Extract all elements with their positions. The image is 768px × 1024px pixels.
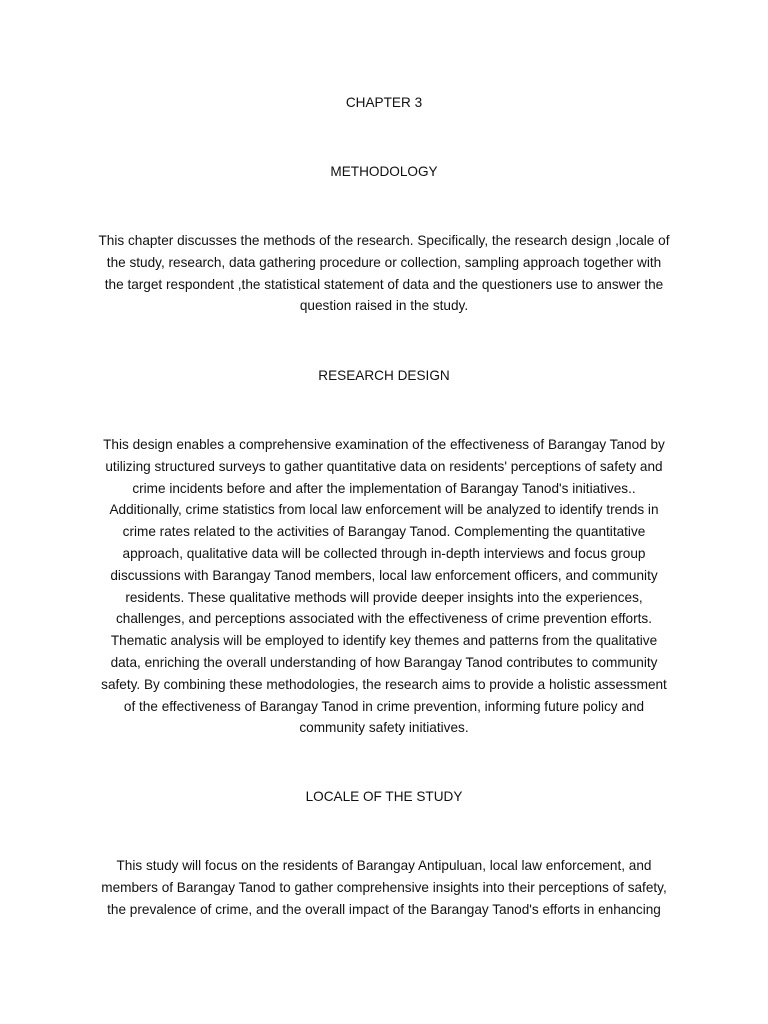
paragraph-line: data, enriching the overall understanding of how Barangay Tanod contributes to community [110, 654, 658, 670]
paragraph-line: Thematic analysis will be employed to identify key themes and patterns from the qualitative [110, 633, 658, 649]
paragraph-line: approach, qualitative data will be collected through in-depth interviews and focus group [122, 545, 646, 561]
intro-line: the study, research, data gathering procedure or collection, sampling approach together with [106, 254, 662, 270]
paragraph-line: This study will focus on the residents of Barangay Antipuluan, local law enforcement, and [116, 858, 652, 873]
paragraph-line: safety. By combining these methodologies, the research aims to provide a holistic assessment [101, 676, 667, 692]
paragraph-line: the prevalence of crime, and the overall impact of the Barangay Tanod's efforts in enhancing [107, 901, 661, 917]
locale-paragraph [90, 855, 678, 920]
intro-line: the target respondent ,the statistical statement of data and the questioners use to answer the [104, 276, 664, 292]
paragraph-line: members of Barangay Tanod to gather comprehensive insights into their perceptions of safety, [101, 879, 667, 895]
intro-line: This chapter discusses the methods of the research. Specifically, the research design ,locale of [98, 233, 670, 248]
section-heading-research-design: RESEARCH DESIGN [318, 368, 450, 383]
paragraph-line: residents. These qualitative methods will provide deeper insights into the experiences, [125, 589, 643, 605]
paragraph-line: This design enables a comprehensive examination of the effectiveness of Barangay Tanod by [103, 437, 665, 452]
paragraph-line: community safety initiatives. [299, 720, 469, 736]
paragraph-line: challenges, and perceptions associated with the effectiveness of crime prevention efforts. [115, 611, 652, 627]
paragraph-line: crime rates related to the activities of Barangay Tanod. Complementing the quantitative [122, 524, 646, 540]
paragraph-line: discussions with Barangay Tanod members, local law enforcement officers, and community [110, 567, 658, 583]
paragraph-line: Additionally, crime statistics from local law enforcement will be analyzed to identify trends in [109, 502, 659, 518]
intro-line: question raised in the study. [299, 298, 469, 314]
section-heading-locale: LOCALE OF THE STUDY [305, 789, 463, 804]
research-design-paragraph [90, 434, 678, 739]
paragraph-line: of the effectiveness of Barangay Tanod in crime prevention, informing future policy and [123, 698, 645, 714]
chapter-title: METHODOLOGY [330, 164, 438, 179]
chapter-label: CHAPTER 3 [345, 95, 423, 110]
paragraph-line: crime incidents before and after the implementation of Barangay Tanod's initiatives.. [132, 480, 636, 496]
paragraph-line: utilizing structured surveys to gather quantitative data on residents' perceptions of safety and [105, 458, 663, 474]
intro-paragraph [90, 230, 678, 317]
